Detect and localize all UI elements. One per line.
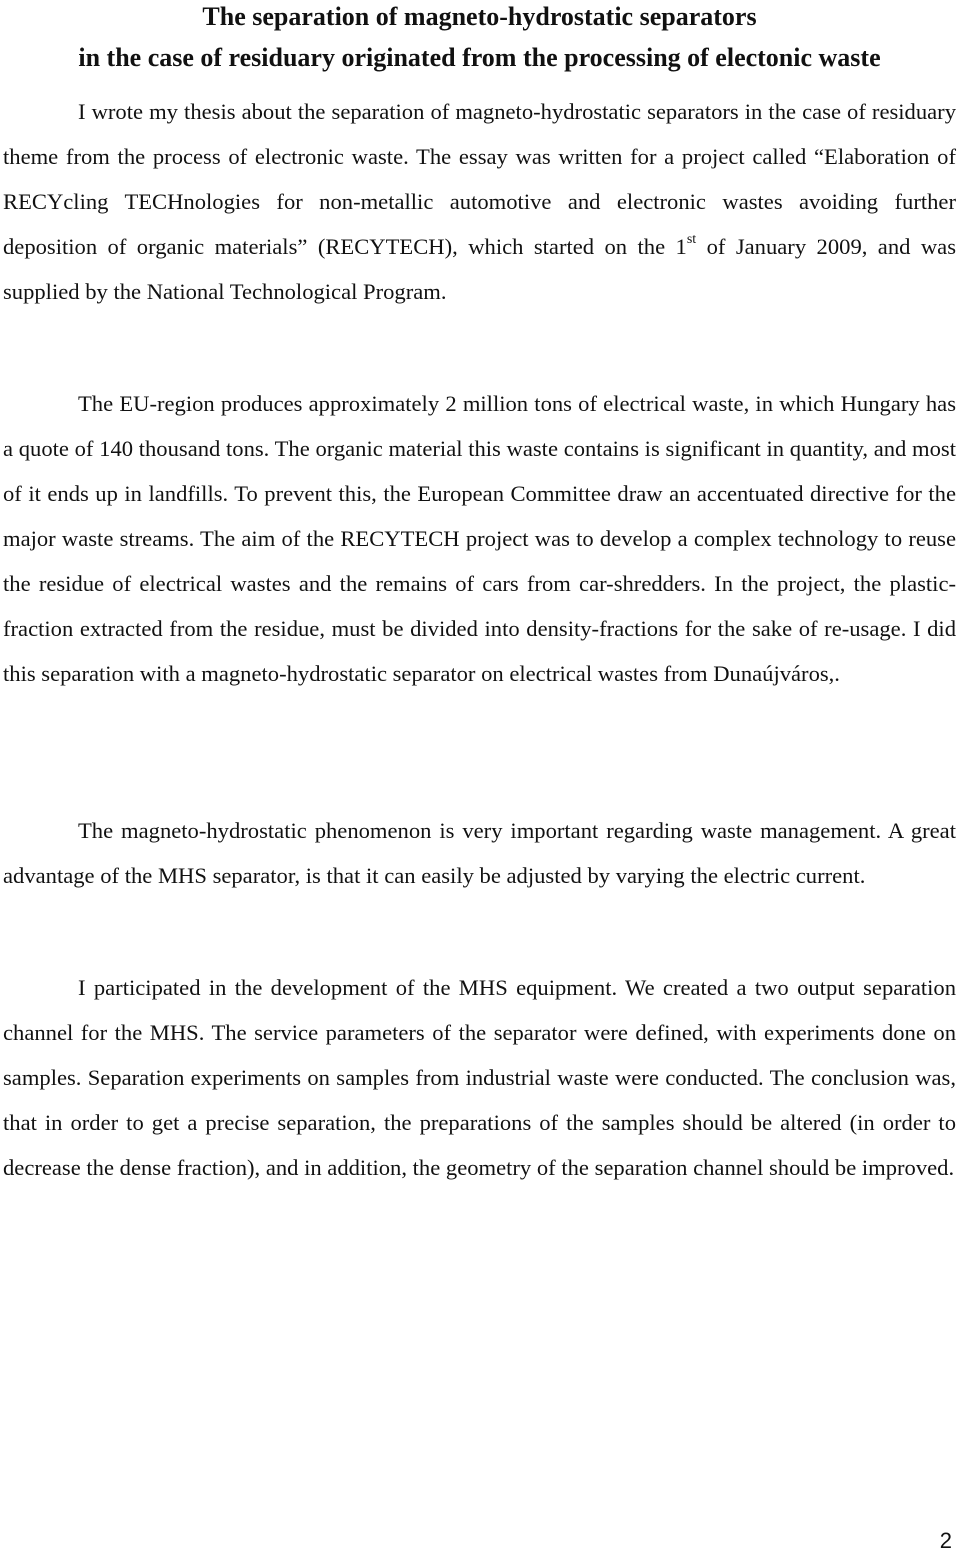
paragraph-1-text: I wrote my thesis about the separation of magneto-hydrostatic separators in the case of residuary theme from the process of electronic waste. The essay was written for a project called “Elaboration of RECYcling TECHnologies for non-metallic automotive and electronic wastes avoiding further deposition of organic materials” (RECYTECH), which started on the 1: [3, 99, 956, 259]
document-title: [3, 0, 956, 78]
title-line-2: in the case of residuary originated from the processing of electonic waste: [78, 43, 881, 72]
paragraph-mhs-phenomenon: The magneto-hydrostatic phenomenon is very important regarding waste management. A great advantage of the MHS separator, is that it can easily be adjusted by varying the electric current.: [3, 818, 956, 888]
paragraph-thesis-intro: [3, 89, 956, 314]
title-line-1: The separation of magneto-hydrostatic separators: [202, 2, 757, 31]
paragraph-eu-waste: The EU-region produces approximately 2 million tons of electrical waste, in which Hungary has a quote of 140 thousand tons. The organic material this waste contains is significant in quantity, and most of it ends up in landfills. To prevent this, the European Committee draw an accentuated directive for the major waste streams. The aim of the RECYTECH project was to develop a complex technology to reuse the residue of electrical wastes and the remains of cars from car-shredders. In the project, the plastic-fraction extracted from the residue, must be divided into density-fractions for the sake of re-usage. I did this separation with a magneto-hydrostatic separator on electrical wastes from Dunaújváros,.: [3, 391, 956, 686]
paragraph-1-text-continued: of January 2009, and was supplied by the National Technological Program.: [3, 234, 956, 304]
page-number: 2: [939, 1528, 952, 1553]
ordinal-superscript: st: [686, 232, 697, 247]
paragraph-development: I participated in the development of the MHS equipment. We created a two output separation channel for the MHS. The service parameters of the separator were defined, with experiments done on samples. Separation experiments on samples from industrial waste were conducted. The conclusion was, that in order to get a precise separation, the preparations of the samples should be altered (in order to decrease the dense fraction), and in addition, the geometry of the separation channel should be improved.: [3, 975, 956, 1180]
